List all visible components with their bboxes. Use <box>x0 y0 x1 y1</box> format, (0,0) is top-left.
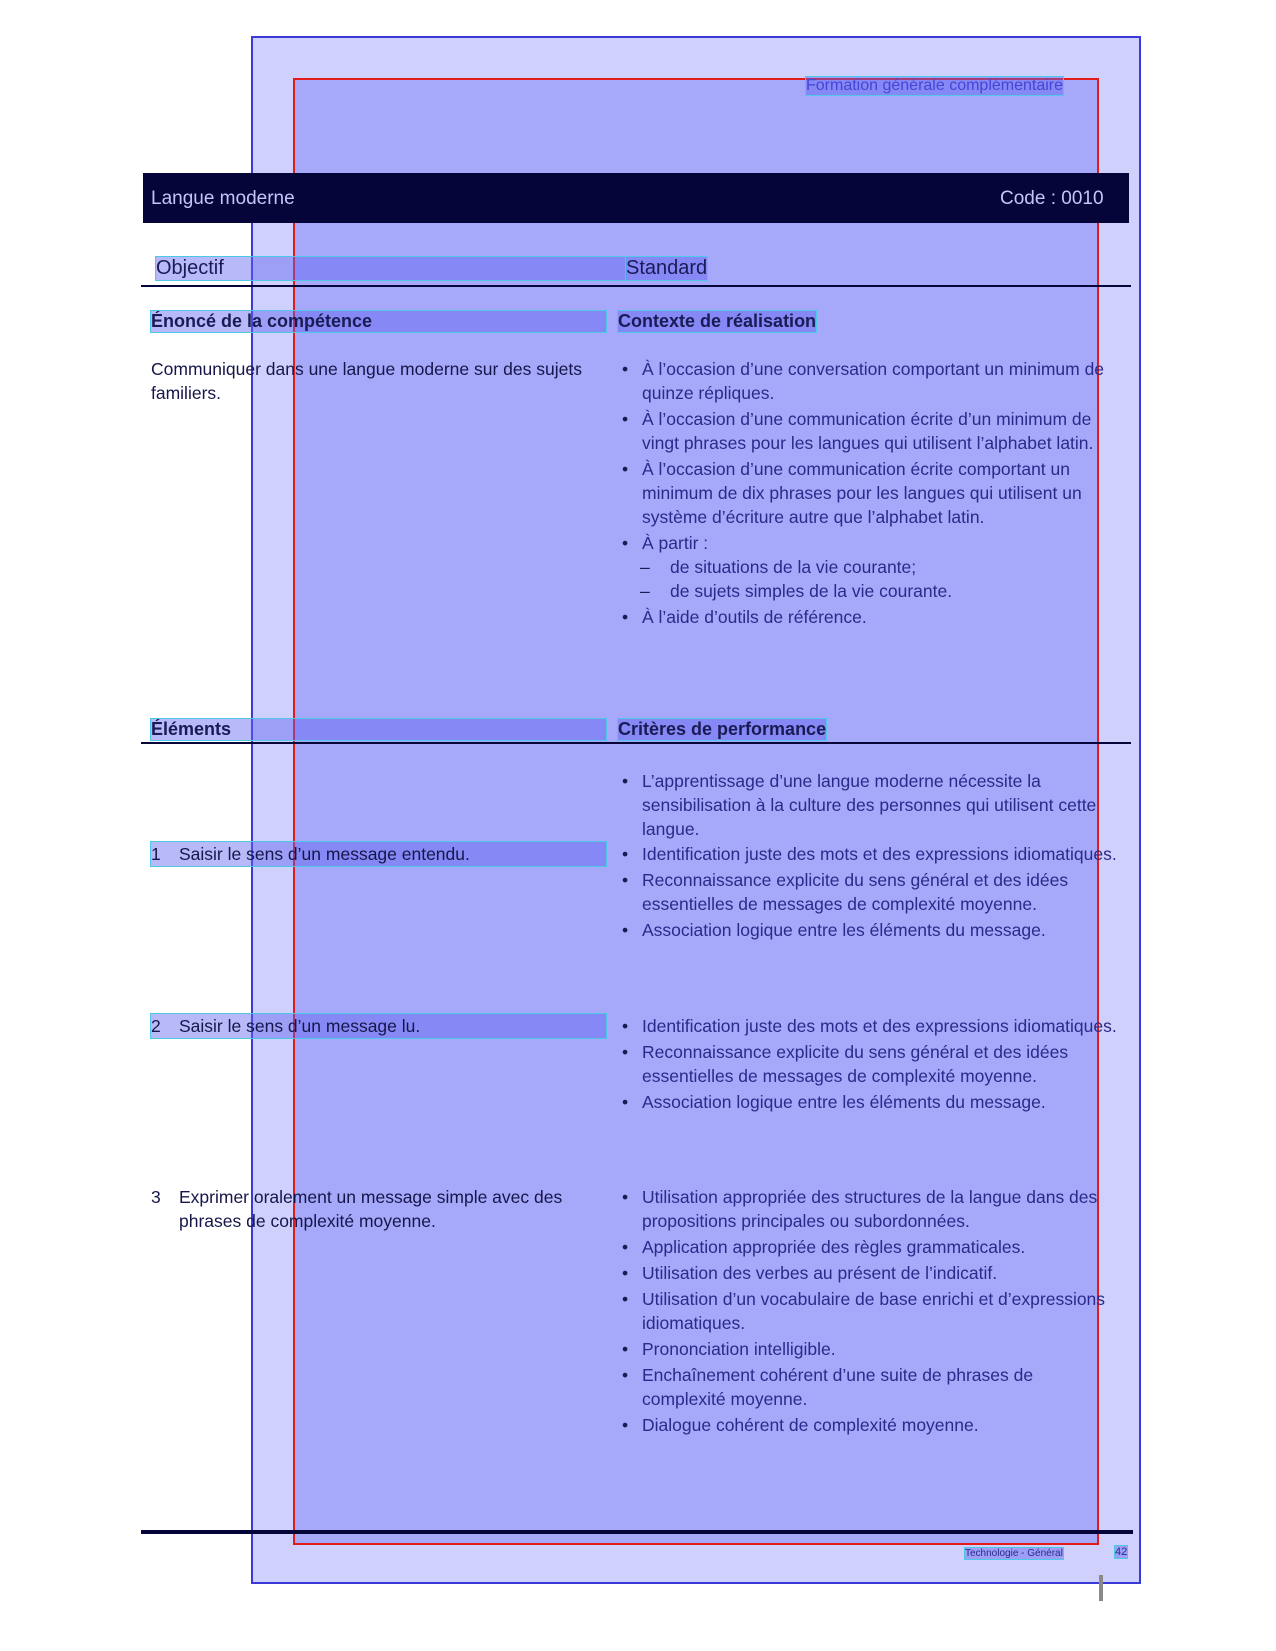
enonce-heading: Énoncé de la compétence <box>151 311 606 332</box>
criterion-item: • Reconnaissance explicite du sens général et des idées essentielles de messages de complexité moyenne. <box>618 1040 1118 1088</box>
criterion-item: • Prononciation intelligible. <box>618 1337 1118 1361</box>
criterion-item: • Association logique entre les éléments du message. <box>618 918 1118 942</box>
footer-text: Technologie - Général <box>965 1548 1063 1559</box>
page-number: 42 <box>1115 1546 1128 1558</box>
contexte-list <box>618 357 1118 631</box>
criterion-item: • Identification juste des mots et des expressions idiomatiques. <box>618 842 1118 866</box>
contexte-item: • À l’aide d’outils de référence. <box>618 605 1118 629</box>
element-3 <box>151 1185 629 1233</box>
enonce-text: Communiquer dans une langue moderne sur des sujets familiers. <box>151 359 582 403</box>
criterion-item: • Application appropriée des règles grammaticales. <box>618 1235 1118 1259</box>
contexte-heading: Contexte de réalisation <box>618 311 817 331</box>
rule-objectif <box>141 285 1131 287</box>
criterion-item: • Utilisation appropriée des structures de la langue dans des propositions principales ou subordonnées. <box>618 1185 1118 1233</box>
band-title: Langue moderne <box>151 188 295 209</box>
rule-elements <box>141 742 1131 744</box>
criterion-item: • Reconnaissance explicite du sens général et des idées essentielles de messages de complexité moyenne. <box>618 868 1118 916</box>
element-1-criteria <box>618 842 1118 944</box>
band-code: Code : 0010 <box>1000 188 1104 209</box>
element-1 <box>151 842 606 866</box>
footer-rule <box>141 1530 1133 1534</box>
contexte-item-label: À partir : <box>642 533 709 553</box>
running-header: Formation générale complémentaire <box>806 77 1064 94</box>
element-text: Exprimer oralement un message simple avec des phrases de complexité moyenne. <box>179 1187 563 1231</box>
criterion-item: • Dialogue cohérent de complexité moyenne. <box>618 1413 1118 1437</box>
contexte-item: • À l’occasion d’une communication écrite d’un minimum de vingt phrases pour les langues qui utilisent l’alphabet latin. <box>618 407 1118 455</box>
standard-heading: Standard <box>626 257 708 279</box>
intro-criterion-list <box>618 769 1118 843</box>
scroll-marker <box>1099 1575 1103 1601</box>
criterion-item: • Identification juste des mots et des expressions idiomatiques. <box>618 1014 1118 1038</box>
element-number: 2 <box>151 1016 161 1036</box>
contexte-item: • À l’occasion d’une conversation comportant un minimum de quinze répliques. <box>618 357 1118 405</box>
contexte-subitem: – de situations de la vie courante; <box>618 555 1118 579</box>
criteres-heading: Critères de performance <box>618 719 827 739</box>
element-number: 1 <box>151 844 161 864</box>
contexte-subitem: – de sujets simples de la vie courante. <box>618 579 1118 603</box>
element-text: Saisir le sens d’un message entendu. <box>179 844 470 864</box>
objectif-heading: Objectif <box>156 257 626 280</box>
criterion-item: • L’apprentissage d’une langue moderne nécessite la sensibilisation à la culture des personnes qui utilisent cette langue. <box>618 769 1118 841</box>
element-3-criteria <box>618 1185 1118 1439</box>
criterion-item: • Utilisation d’un vocabulaire de base enrichi et d’expressions idiomatiques. <box>618 1287 1118 1335</box>
criterion-item: • Utilisation des verbes au présent de l’indicatif. <box>618 1261 1118 1285</box>
element-2 <box>151 1014 606 1038</box>
contexte-item: • À l’occasion d’une communication écrite comportant un minimum de dix phrases pour les langues qui utilisent un système d’écriture autre que l’alphabet latin. <box>618 457 1118 529</box>
contexte-item <box>618 531 1118 603</box>
element-2-criteria <box>618 1014 1118 1116</box>
element-number: 3 <box>151 1187 161 1207</box>
criterion-item: • Association logique entre les éléments du message. <box>618 1090 1118 1114</box>
element-text: Saisir le sens d’un message lu. <box>179 1016 421 1036</box>
criterion-item: • Enchaînement cohérent d’une suite de phrases de complexité moyenne. <box>618 1363 1118 1411</box>
elements-heading: Éléments <box>151 719 606 740</box>
